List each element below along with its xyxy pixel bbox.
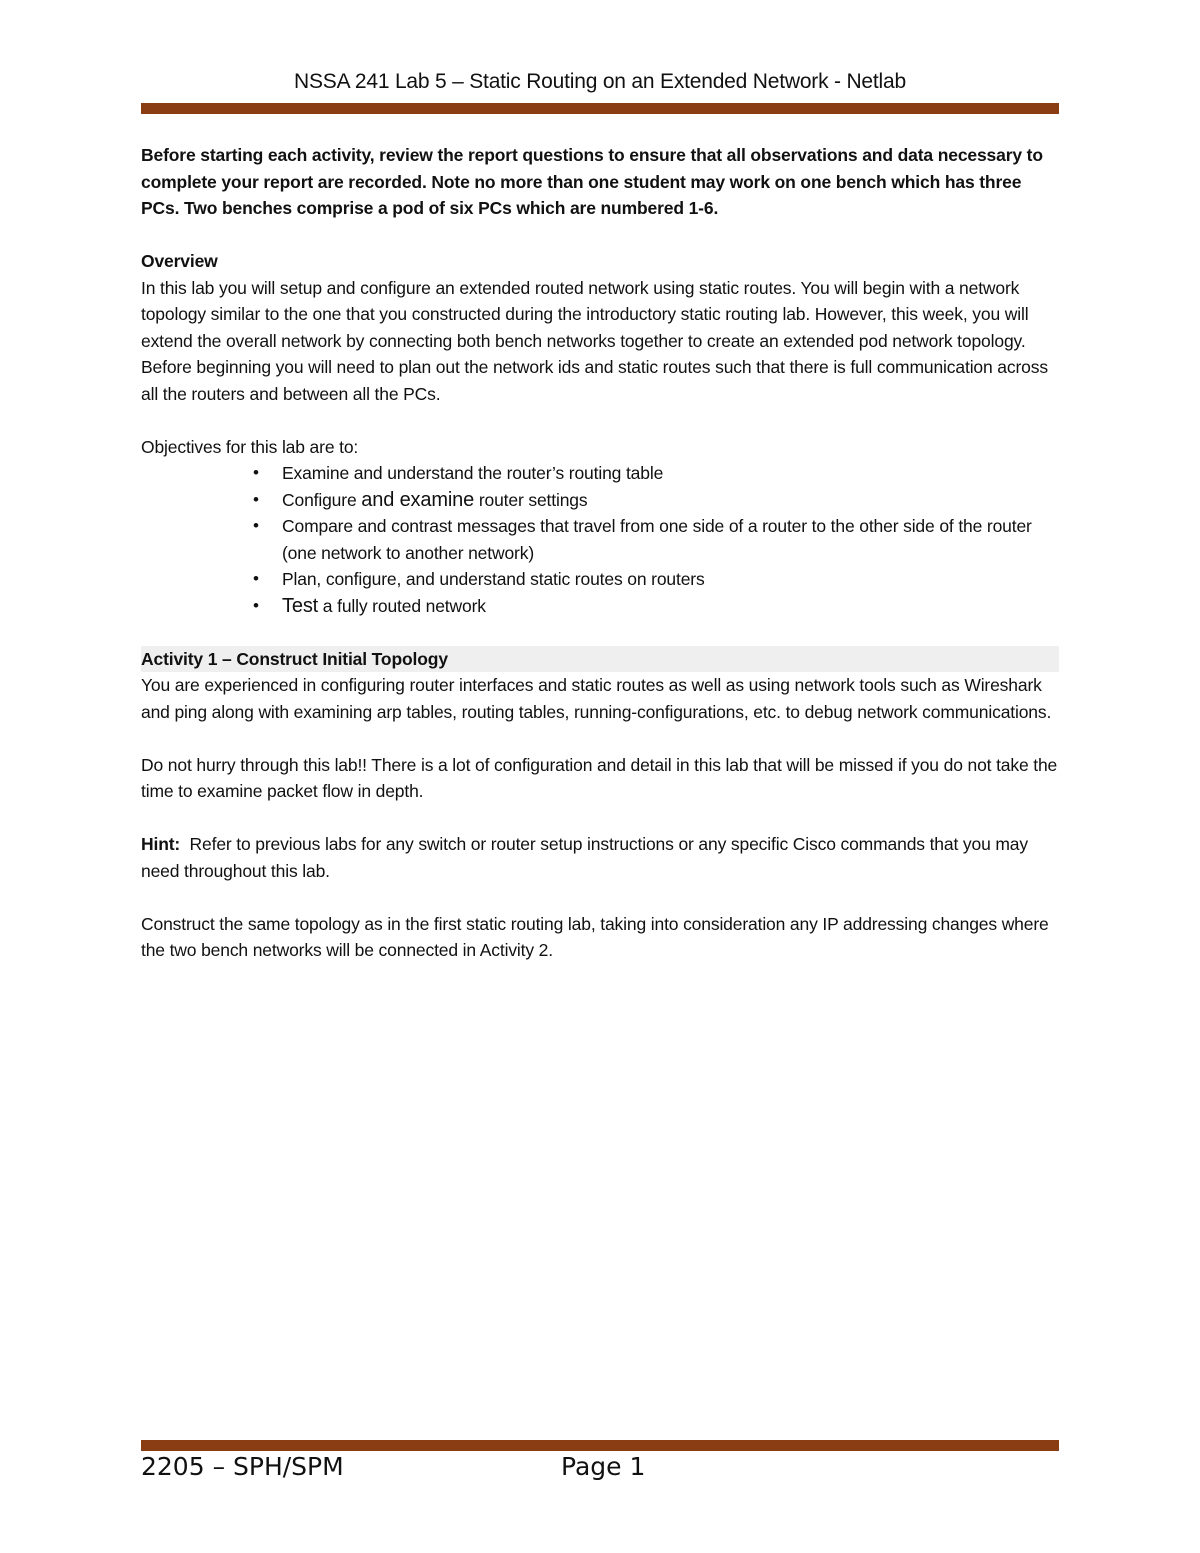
bullet-icon: • (253, 595, 259, 615)
list-item: • Examine and understand the router’s routing table (282, 460, 1059, 487)
footer-rule (141, 1440, 1059, 1451)
spacer (141, 222, 1059, 249)
header-rule (141, 103, 1059, 114)
page-number: Page 1 (561, 1452, 646, 1481)
objectives-intro: Objectives for this lab are to: (141, 436, 359, 457)
list-item: • Plan, configure, and understand static routes on routers (282, 566, 1059, 593)
spacer (141, 619, 1059, 646)
activity-1-paragraph-3: Construct the same topology as in the first static routing lab, taking into consideration any IP addressing changes where the two bench networks will be connected in Activity 2. (141, 913, 1049, 960)
bullet-icon: • (253, 516, 259, 535)
activity-1-paragraph-2: Do not hurry through this lab!! There is a lot of configuration and detail in this lab that will be missed if you do not take the time to examine packet flow in depth. (141, 754, 1058, 801)
activity-1-paragraph-1: You are experienced in configuring router interfaces and static routes as well as using network tools such as Wireshark and ping along with examining arp tables, routing tables, running-configurations, etc. to debug network communications. (141, 675, 1052, 722)
spacer (141, 805, 1059, 832)
overview-paragraph: In this lab you will setup and configure an extended routed network using static routes. You will begin with a network topology similar to the one that you constructed during the introductory static routing lab. However, this week, you will extend the overall network by connecting both bench networks together to create an extended pod network topology. Before beginning you will need to plan out the network ids and static routes such that there is full communication across all the routers and between all the PCs. (141, 277, 1048, 404)
activity-1-heading: Activity 1 – Construct Initial Topology (141, 646, 1059, 673)
spacer (141, 407, 1059, 434)
spacer (141, 884, 1059, 911)
bullet-icon: • (253, 489, 259, 509)
spacer (141, 725, 1059, 752)
hint-paragraph (141, 831, 1059, 884)
hint-text: Refer to previous labs for any switch or router setup instructions or any specific Cisco commands that you may need throughout this lab. (141, 834, 1033, 881)
document-body (141, 142, 1059, 964)
objectives-list (141, 460, 1059, 619)
list-item: • Test a fully routed network (282, 593, 1059, 620)
hint-label: Hint: (141, 834, 181, 854)
list-item: • Configure and examine router settings (282, 487, 1059, 514)
bullet-icon: • (253, 463, 259, 482)
page-title: NSSA 241 Lab 5 – Static Routing on an Extended Network - Netlab (294, 70, 906, 93)
overview-heading: Overview (141, 251, 218, 271)
footer-course-code: 2205 – SPH/SPM (141, 1452, 344, 1481)
list-item: • Compare and contrast messages that travel from one side of a router to the other side of the router (one network to another network) (282, 513, 1059, 566)
bullet-icon: • (253, 569, 259, 588)
intro-paragraph: Before starting each activity, review the report questions to ensure that all observations and data necessary to complete your report are recorded. Note no more than one student may work on one bench which has three PCs. Two benches comprise a pod of six PCs which are numbered 1-6. (141, 145, 1043, 218)
